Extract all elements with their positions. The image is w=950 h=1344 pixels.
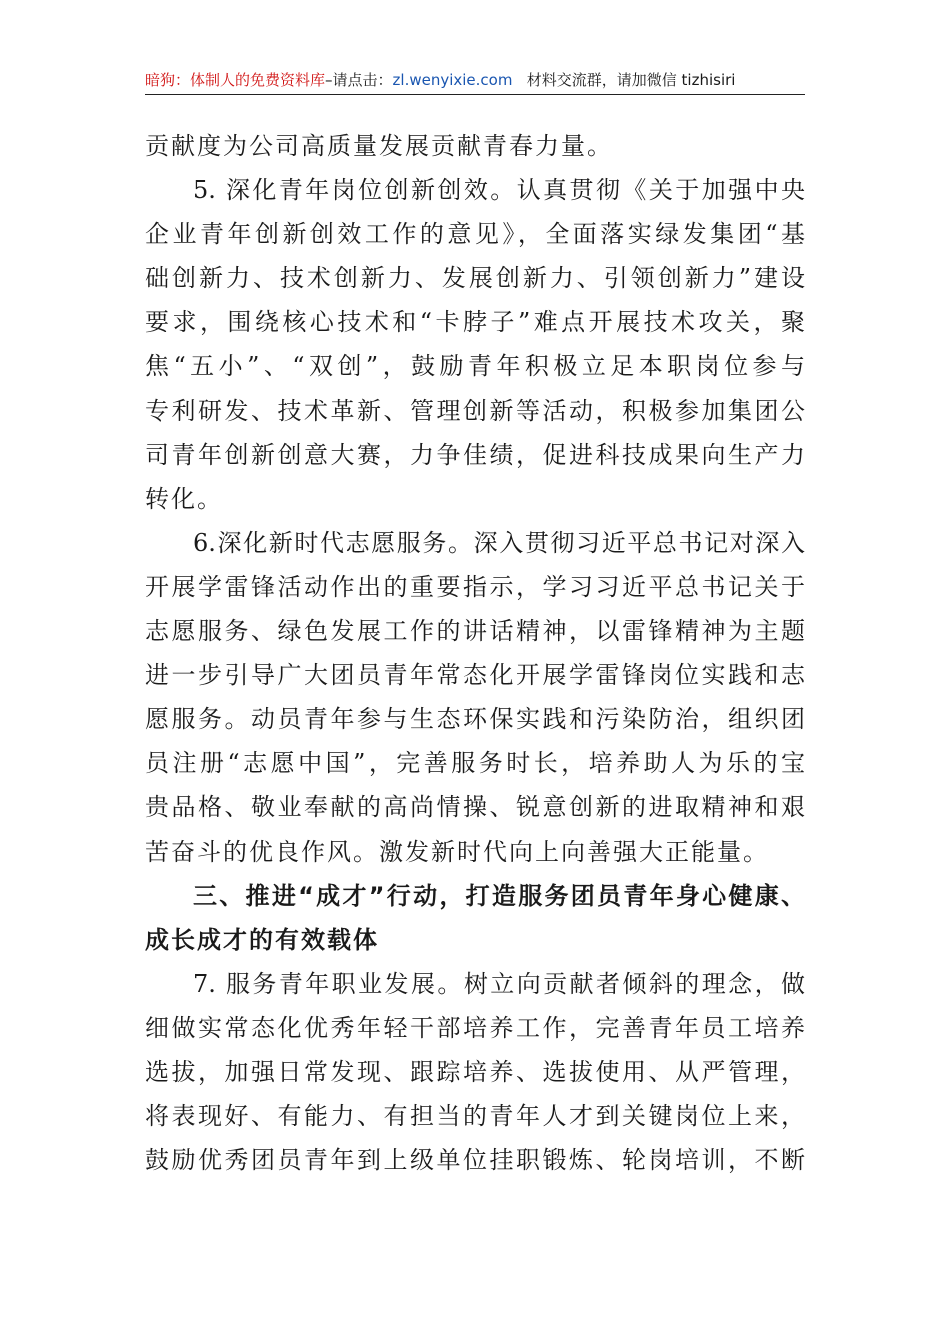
header-wechat-note: 材料交流群，请加微信 tizhisiri bbox=[526, 71, 736, 89]
section-heading: 成长成才的有效载体 bbox=[145, 925, 379, 954]
body-line: 细做实常态化优秀年轻干部培养工作，完善青年员工培养 bbox=[145, 1013, 805, 1042]
body-line: 7. 服务青年职业发展。树立向贡献者倾斜的理念，做 bbox=[193, 969, 805, 998]
body-line: 苦奋斗的优良作风。激发新时代向上向善强大正能量。 bbox=[145, 837, 769, 866]
body-line: 志愿服务、绿色发展工作的讲话精神，以雷锋精神为主题 bbox=[145, 617, 805, 646]
body-line: 贡献度为公司高质量发展贡献青春力量。 bbox=[145, 132, 613, 160]
body-line: 贵品格、敬业奉献的高尚情操、锐意创新的进取精神和艰 bbox=[145, 793, 805, 822]
body-line: 司青年创新创意大赛，力争佳绩，促进科技成果向生产力 bbox=[145, 440, 805, 469]
body-line: 专利研发、技术革新、管理创新等活动，积极参加集团公 bbox=[145, 396, 805, 425]
body-line: 企业青年创新创效工作的意见》，全面落实绿发集团“基 bbox=[145, 220, 805, 249]
body-line: 开展学雷锋活动作出的重要指示，学习习近平总书记关于 bbox=[145, 572, 805, 601]
body-line: 进一步引导广大团员青年常态化开展学雷锋岗位实践和志 bbox=[145, 661, 805, 690]
header-link[interactable]: zl.wenyixie.com bbox=[392, 71, 513, 89]
body-line: 员注册“志愿中国”，完善服务时长，培养助人为乐的宝 bbox=[145, 749, 805, 778]
header-site-name: 暗狗：体制人的免费资料库 bbox=[145, 71, 326, 89]
body-line: 6.深化新时代志愿服务。深入贯彻习近平总书记对深入 bbox=[193, 528, 805, 557]
body-line: 愿服务。动员青年参与生态环保实践和污染防治，组织团 bbox=[145, 705, 805, 734]
header-click-prompt: –请点击： bbox=[325, 71, 393, 89]
body-line: 鼓励优秀团员青年到上级单位挂职锻炼、轮岗培训，不断 bbox=[145, 1146, 805, 1175]
page-header bbox=[145, 66, 805, 94]
body-line: 5. 深化青年岗位创新创效。认真贯彻《关于加强中央 bbox=[193, 176, 805, 205]
section-heading: 三、推进“成才”行动，打造服务团员青年身心健康、 bbox=[193, 881, 805, 910]
header-divider bbox=[145, 94, 805, 95]
document-body bbox=[145, 124, 805, 1182]
body-line: 转化。 bbox=[145, 484, 223, 513]
body-line: 要求，围绕核心技术和“卡脖子”难点开展技术攻关，聚 bbox=[145, 308, 805, 337]
body-line: 选拔，加强日常发现、跟踪培养、选拔使用、从严管理， bbox=[145, 1057, 805, 1086]
body-line: 础创新力、技术创新力、发展创新力、引领创新力”建设 bbox=[145, 264, 805, 293]
body-line: 焦“五小”、“双创”，鼓励青年积极立足本职岗位参与 bbox=[145, 352, 805, 381]
body-line: 将表现好、有能力、有担当的青年人才到关键岗位上来， bbox=[145, 1102, 805, 1131]
